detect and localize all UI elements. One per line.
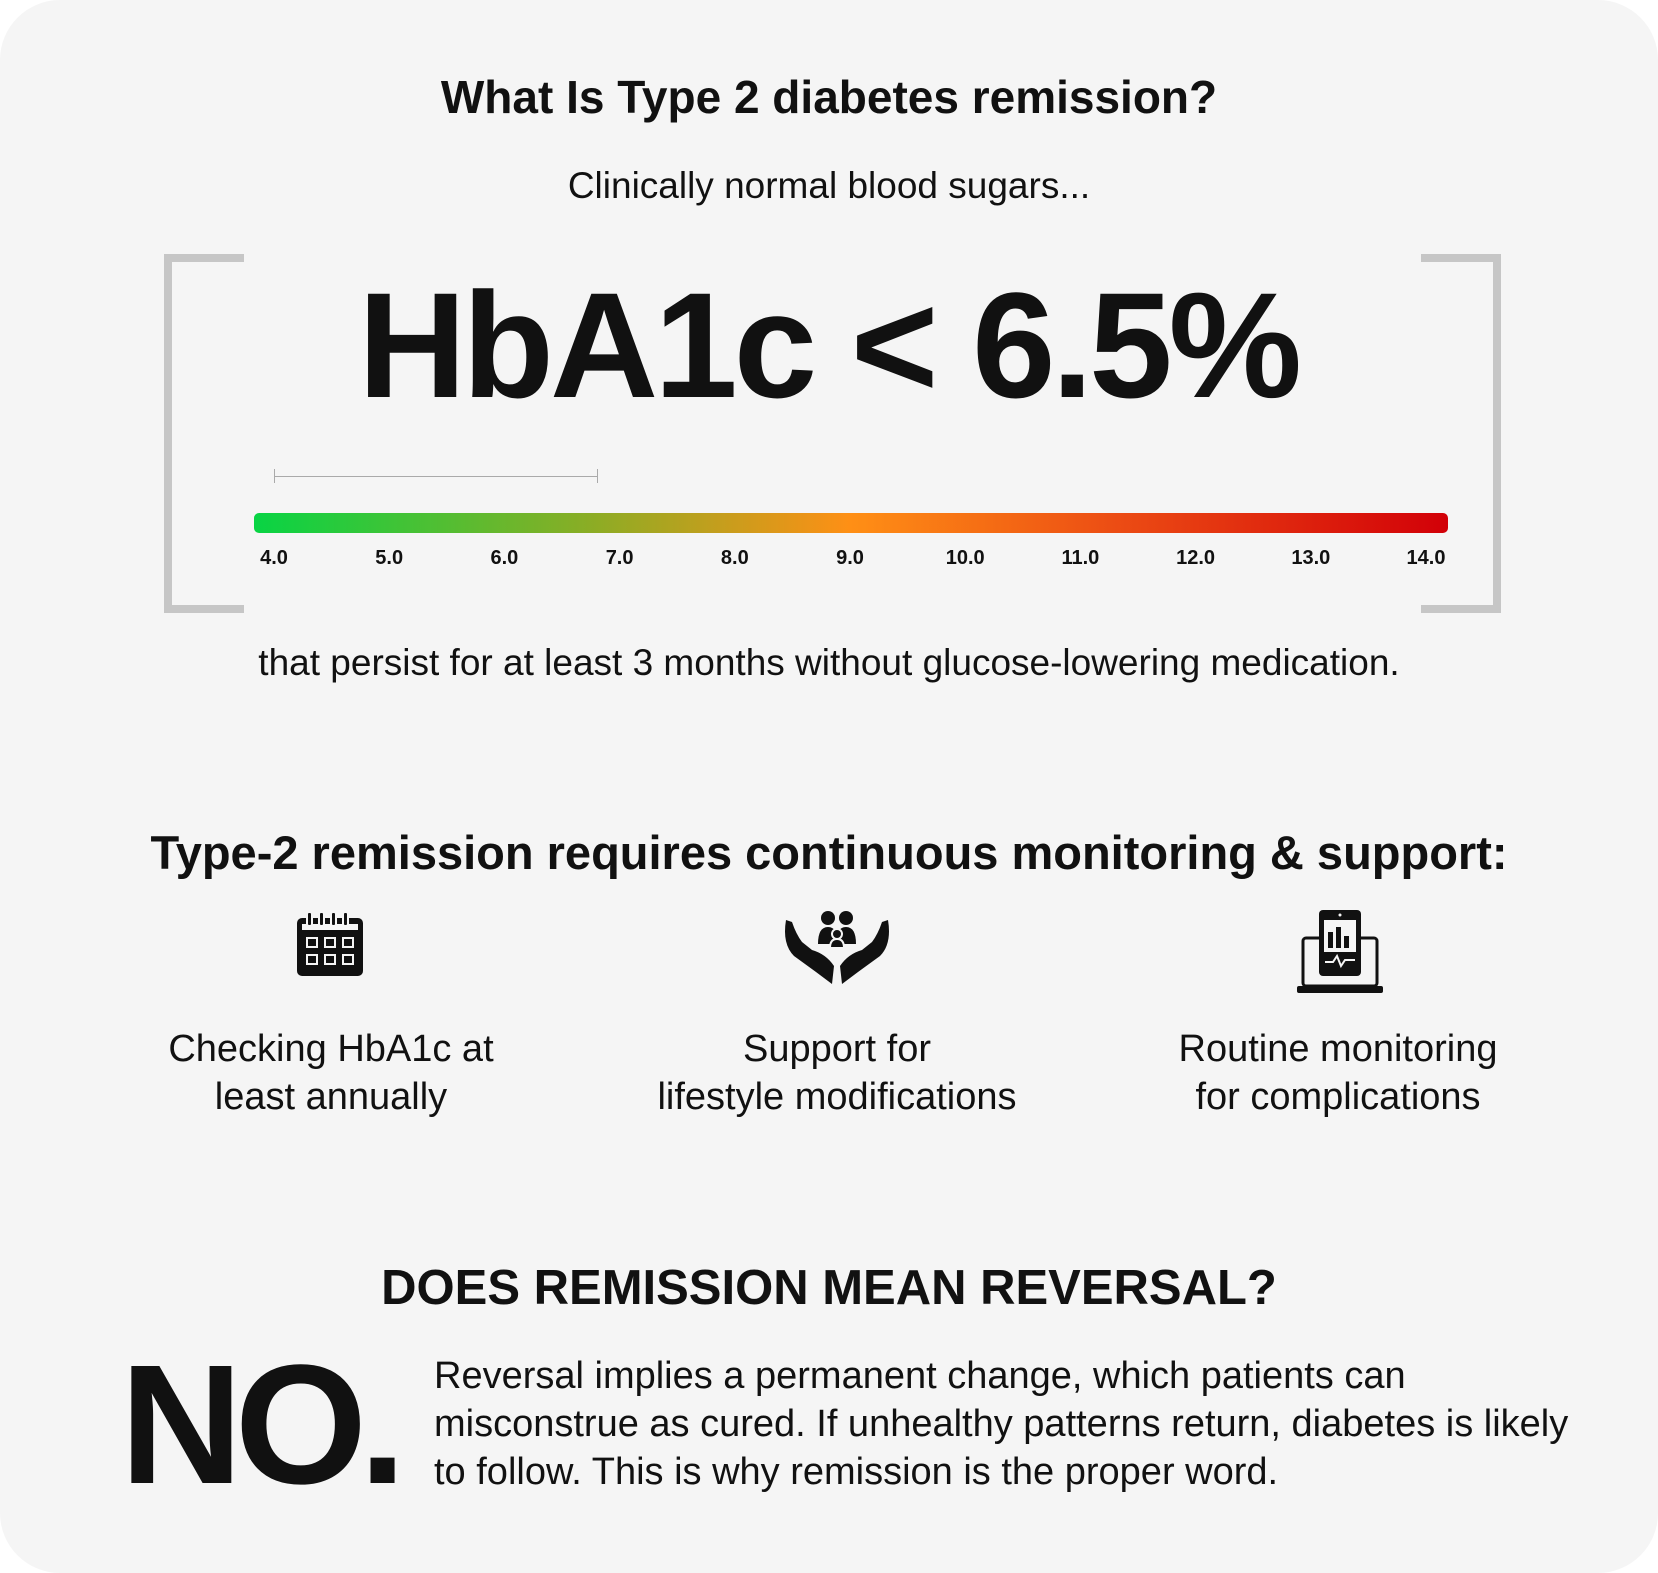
monitoring-title: Type-2 remission requires continuous monitoring & support:	[150, 826, 1508, 879]
scale-tick-label: 7.0	[605, 547, 634, 569]
normal-range-start-cap	[274, 469, 275, 483]
scale-tick-label: 11.0	[1061, 547, 1100, 569]
persistence-text: that persist for at least 3 months without glucose-lowering medication.	[258, 642, 1400, 683]
scale-tick-label: 8.0	[720, 547, 749, 569]
laptop-monitoring-icon	[1295, 908, 1385, 996]
normal-range-marker	[274, 476, 597, 477]
scale-tick-label: 14.0	[1406, 547, 1446, 569]
scale-tick-label: 9.0	[836, 547, 864, 569]
scale-tick-label: 4.0	[260, 547, 288, 569]
monitoring-item-lifestyle-support	[617, 1025, 1057, 1121]
reversal-answer: NO.	[120, 1330, 399, 1520]
hba1c-color-scale	[254, 513, 1448, 533]
scale-tick-label: 13.0	[1291, 547, 1331, 569]
reversal-explanation: Reversal implies a permanent change, which patients can misconstrue as cured. If unhealthy patterns return, diabetes is likely to follow. This is why remission is the proper word.	[434, 1355, 1569, 1493]
monitoring-item-line: lifestyle modifications	[657, 1076, 1017, 1118]
monitoring-item-line: least annually	[214, 1076, 448, 1118]
scale-tick-label: 10.0	[945, 547, 985, 569]
monitoring-item-line: Checking HbA1c at	[168, 1028, 494, 1070]
calendar-icon	[295, 910, 365, 980]
remission-title: What Is Type 2 diabetes remission?	[440, 71, 1218, 123]
scale-tick-label: 6.0	[490, 547, 519, 569]
monitoring-item-line: Support for	[743, 1028, 931, 1070]
monitoring-item-hba1c-check	[111, 1025, 551, 1121]
normal-range-end-cap	[597, 469, 598, 483]
monitoring-item-complications	[1118, 1025, 1558, 1121]
reversal-question: DOES REMISSION MEAN REVERSAL?	[381, 1261, 1277, 1315]
scale-tick-label: 5.0	[375, 547, 404, 569]
monitoring-item-line: for complications	[1195, 1076, 1481, 1118]
hba1c-threshold-headline: HbA1c < 6.5%	[358, 261, 1298, 429]
monitoring-item-line: Routine monitoring	[1178, 1028, 1498, 1070]
scale-tick-label: 12.0	[1176, 547, 1216, 569]
remission-subtitle: Clinically normal blood sugars...	[567, 165, 1091, 206]
family-in-hands-icon	[782, 910, 892, 990]
